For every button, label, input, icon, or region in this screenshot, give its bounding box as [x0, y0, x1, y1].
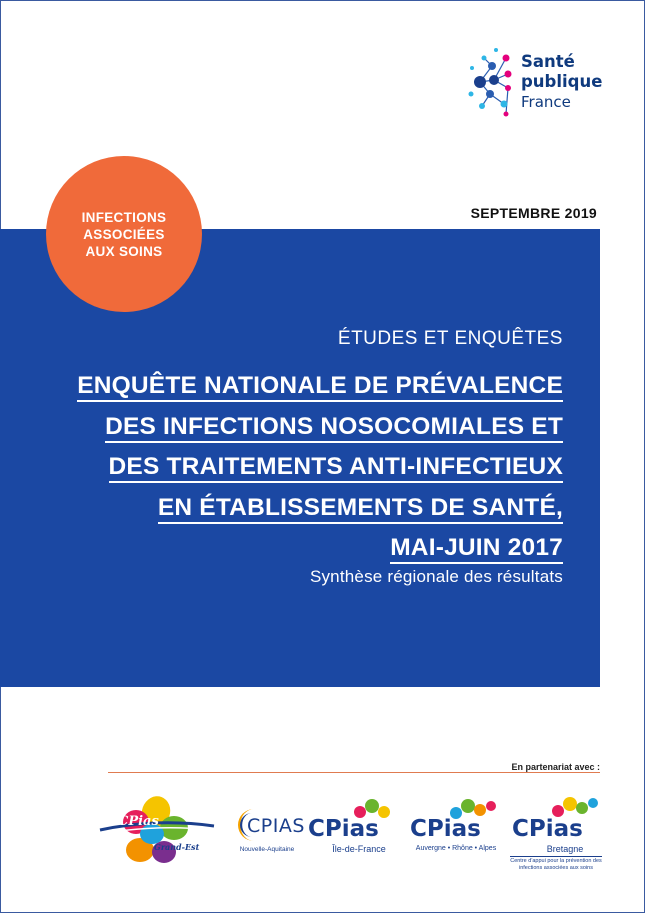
title-line-3: DES TRAITEMENTS ANTI-INFECTIEUX	[109, 453, 563, 483]
cpias-bretagne-region: Bretagne	[546, 844, 584, 854]
cpias-idf-name: CPias	[308, 816, 379, 842]
cpias-bretagne-note: Centre d'appui pour la prévention des infections associées aux soins	[510, 858, 602, 871]
cpias-ara-logo	[408, 798, 504, 860]
publication-date: SEPTEMBRE 2019	[470, 205, 597, 221]
sante-publique-france-logo	[466, 44, 606, 124]
cpias-bretagne-logo	[510, 796, 606, 878]
cpias-idf-region: Île-de-France	[332, 844, 386, 854]
cpias-idf-logo	[308, 798, 398, 860]
brand-line-2: publique	[521, 72, 603, 91]
cpias-nouvelle-aquitaine-logo	[232, 806, 305, 862]
flower-petals-icon	[96, 794, 216, 868]
bretagne-divider	[510, 856, 602, 857]
topic-badge	[46, 156, 202, 312]
cpias-grand-est-region: Grand-Est	[154, 842, 200, 852]
cpias-ara-region: Auvergne • Rhône • Alpes	[415, 845, 497, 852]
partners-divider	[108, 772, 600, 773]
cpias-nouvelle-aquitaine-name: CPIAS	[247, 815, 305, 837]
cpias-grand-est-logo	[96, 794, 216, 868]
brand-line-1: Santé	[521, 52, 575, 71]
document-subtitle: Synthèse régionale des résultats	[309, 567, 563, 586]
partners-label: En partenariat avec :	[511, 762, 600, 772]
cpias-bretagne-name: CPias	[512, 816, 583, 842]
network-dots-icon	[466, 44, 522, 124]
badge-line-3: AUX SOINS	[85, 243, 163, 259]
title-line-2: DES INFECTIONS NOSOCOMIALES ET	[105, 413, 563, 443]
title-line-5: MAI-JUIN 2017	[390, 534, 563, 564]
cpias-ara-name: CPias	[410, 816, 481, 842]
cpias-grand-est-name: CPias	[118, 814, 159, 829]
cpias-nouvelle-aquitaine-region: Nouvelle-Aquitaine	[239, 846, 295, 853]
title-line-1: ENQUÊTE NATIONALE DE PRÉVALENCE	[77, 372, 563, 402]
title-line-4: EN ÉTABLISSEMENTS DE SANTÉ,	[158, 494, 563, 524]
badge-line-2: ASSOCIÉES	[83, 226, 165, 242]
brand-line-3: France	[521, 93, 571, 111]
series-label: ÉTUDES ET ENQUÊTES	[337, 328, 563, 349]
badge-line-1: INFECTIONS	[81, 209, 167, 225]
document-title	[23, 366, 563, 569]
